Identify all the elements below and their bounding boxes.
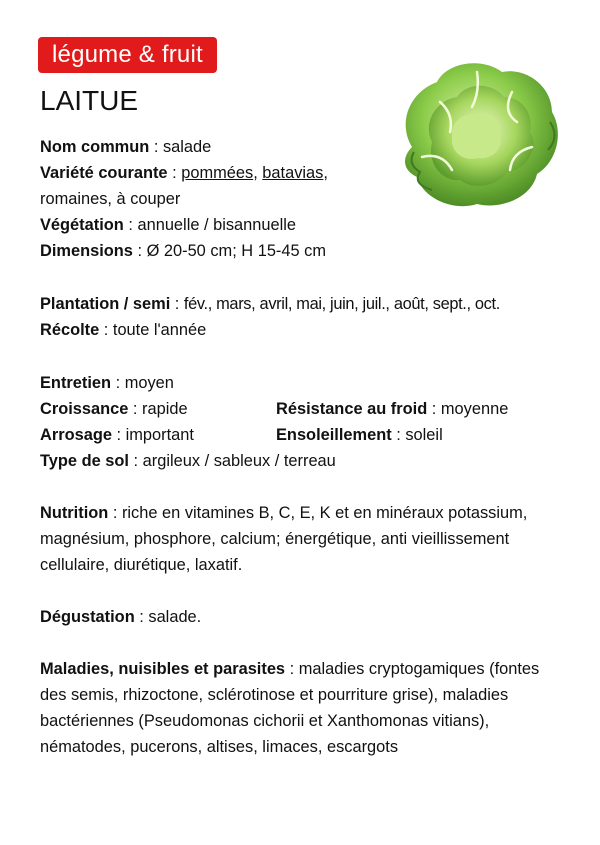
value: riche en vitamines B, C, E, K et en minéraux potassium, magnésium, phosphore, calcium; énergétique, anti vieillissement cellulaire, diurétique, laxatif.	[40, 504, 528, 574]
row-nom-commun: Nom commun : salade	[40, 138, 212, 156]
maladies-paragraph: Maladies, nuisibles et parasites : maladies cryptogamiques (fontes des semis, rhizoctone, sclérotinose et pourriture grise), maladies bactériennes (Pseudomonas cichorii et Xanthomonas vitians), nématodes, pucerons, altises, limaces, escargots	[40, 660, 540, 756]
label: Entretien	[40, 374, 112, 392]
lettuce-illustration	[392, 52, 562, 212]
row-vegetation: Végétation : annuelle / bisannuelle	[40, 216, 297, 234]
row-dimensions: Dimensions : Ø 20-50 cm; H 15-45 cm	[40, 242, 327, 260]
label: Végétation	[40, 216, 124, 234]
degustation-paragraph: Dégustation : salade.	[40, 608, 202, 626]
value: fév., mars, avril, mai, juin, juil., août, sept., oct.	[183, 295, 500, 313]
label: Plantation / semi	[40, 295, 171, 313]
value: salade.	[148, 608, 202, 626]
value: maladies cryptogamiques (fontes des semis, rhizoctone, sclérotinose et pourriture grise), maladies bactériennes (Pseudomonas cichorii et Xanthomonas vitians), nématodes, pucerons, altises, limaces, escargots	[40, 660, 540, 756]
label: Maladies, nuisibles et parasites	[40, 660, 286, 678]
category-tag: légume & fruit	[38, 37, 217, 73]
nutrition-paragraph: Nutrition : riche en vitamines B, C, E, K et en minéraux potassium, magnésium, phosphore, calcium; énergétique, anti vieillissement cellulaire, diurétique, laxatif.	[40, 504, 528, 574]
row-plantation: Plantation / semi : fév., mars, avril, mai, juin, juil., août, sept., oct.	[40, 295, 500, 313]
value: Ø 20-50 cm; H 15-45 cm	[146, 242, 327, 260]
label: Nom commun	[40, 138, 150, 156]
row-variete-cont: romaines, à couper	[40, 190, 181, 208]
link-pommees[interactable]: pommées	[181, 164, 254, 182]
value: annuelle / bisannuelle	[137, 216, 297, 234]
page-title: LAITUE	[40, 85, 139, 116]
link-batavias[interactable]: batavias	[262, 164, 324, 182]
value: moyen	[124, 374, 174, 392]
label: Récolte	[40, 321, 100, 339]
value: moyenne	[440, 400, 509, 418]
label: Arrosage	[40, 426, 112, 444]
label: Croissance	[40, 400, 129, 418]
value: soleil	[405, 426, 443, 444]
value: salade	[162, 138, 212, 156]
value: ,	[323, 164, 328, 182]
value: important	[125, 426, 194, 444]
row-entretien: Entretien : moyen	[40, 374, 174, 392]
separator: ,	[253, 164, 263, 182]
label: Dégustation	[40, 608, 135, 626]
value: argileux / sableux / terreau	[142, 452, 336, 470]
row-recolte: Récolte : toute l'année	[40, 321, 207, 339]
value: rapide	[142, 400, 188, 418]
label: Dimensions	[40, 242, 133, 260]
label: Type de sol	[40, 452, 129, 470]
label: Nutrition	[40, 504, 109, 522]
row-variete: Variété courante : pommées, batavias,	[40, 164, 328, 182]
label: Variété courante	[40, 164, 168, 182]
label: Résistance au froid	[276, 400, 428, 418]
value: toute l'année	[112, 321, 207, 339]
row-croissance-resistance: Croissance : rapide Résistance au froid : moyenne	[40, 400, 509, 418]
row-arrosage-ensoleillement: Arrosage : important Ensoleillement : soleil	[40, 426, 443, 444]
row-type-de-sol: Type de sol : argileux / sableux / terreau	[40, 452, 336, 470]
label: Ensoleillement	[276, 426, 392, 444]
